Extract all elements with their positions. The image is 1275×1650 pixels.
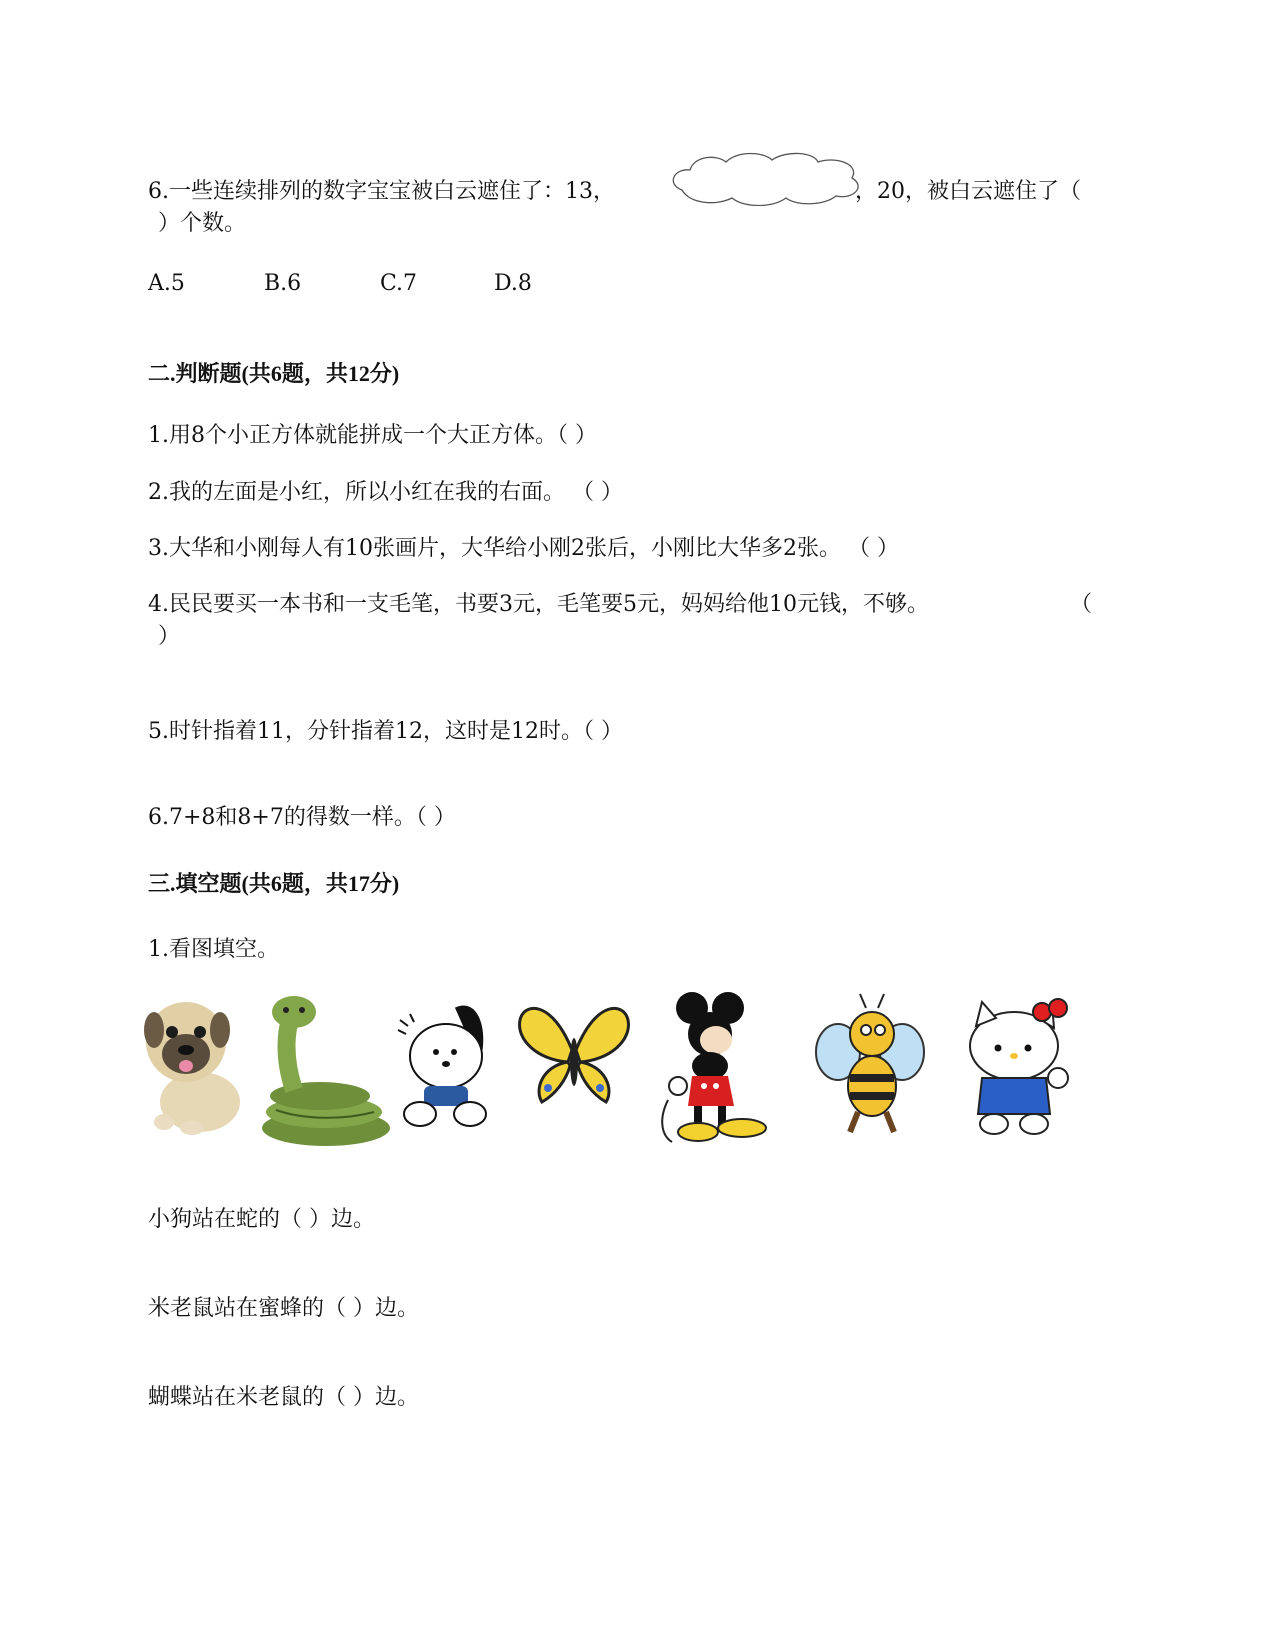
animal-picture-row — [144, 990, 1114, 1175]
bee-image — [810, 990, 934, 1140]
q6-line1-before: 6.一些连续排列的数字宝宝被白云遮住了：13， — [148, 179, 615, 204]
option-a: A.5 — [148, 271, 185, 296]
blank-dog-snake: 小狗站在蛇的（ ）边。 — [148, 1207, 375, 1232]
judge-item-6: 6.7+8和8+7的得数一样。（ ） — [148, 805, 456, 830]
judge-item-4-paren-open: （ — [1070, 592, 1093, 617]
judge-item-3: 3.大华和小刚每人有10张画片，大华给小刚2张后，小刚比大华多2张。 （ ） — [148, 536, 899, 561]
judge-item-4: 4.民民要买一本书和一支毛笔，书要3元，毛笔要5元，妈妈给他10元钱，不够。 — [148, 592, 929, 617]
cloud-image — [668, 150, 868, 206]
q6-line2: ）个数。 — [158, 211, 247, 236]
hello-kitty-image — [964, 990, 1074, 1140]
butterfly-image — [512, 990, 636, 1120]
fill-q1: 1.看图填空。 — [148, 937, 279, 962]
blank-mickey-bee: 米老鼠站在蜜蜂的（ ）边。 — [148, 1296, 419, 1321]
option-d: D.8 — [494, 271, 532, 296]
dog-image — [144, 990, 244, 1140]
pochacco-image — [390, 990, 500, 1135]
option-b: B.6 — [264, 271, 302, 296]
q6-line1-after: ，20，被白云遮住了（ — [855, 179, 1081, 204]
section2-title: 二.判断题(共6题，共12分) — [148, 361, 400, 386]
blank-butterfly-mickey: 蝴蝶站在米老鼠的（ ）边。 — [148, 1385, 419, 1410]
judge-item-5: 5.时针指着11，分针指着12，这时是12时。（ ） — [148, 719, 623, 744]
option-c: C.7 — [380, 271, 418, 296]
mickey-mouse-image — [658, 990, 788, 1150]
snake-image — [254, 990, 394, 1150]
judge-item-2: 2.我的左面是小红，所以小红在我的右面。 （ ） — [148, 480, 623, 505]
judge-item-4-paren-close: ） — [158, 624, 181, 649]
section3-title: 三.填空题(共6题，共17分) — [148, 871, 400, 896]
judge-item-1: 1.用8个小正方体就能拼成一个大正方体。（ ） — [148, 423, 597, 448]
